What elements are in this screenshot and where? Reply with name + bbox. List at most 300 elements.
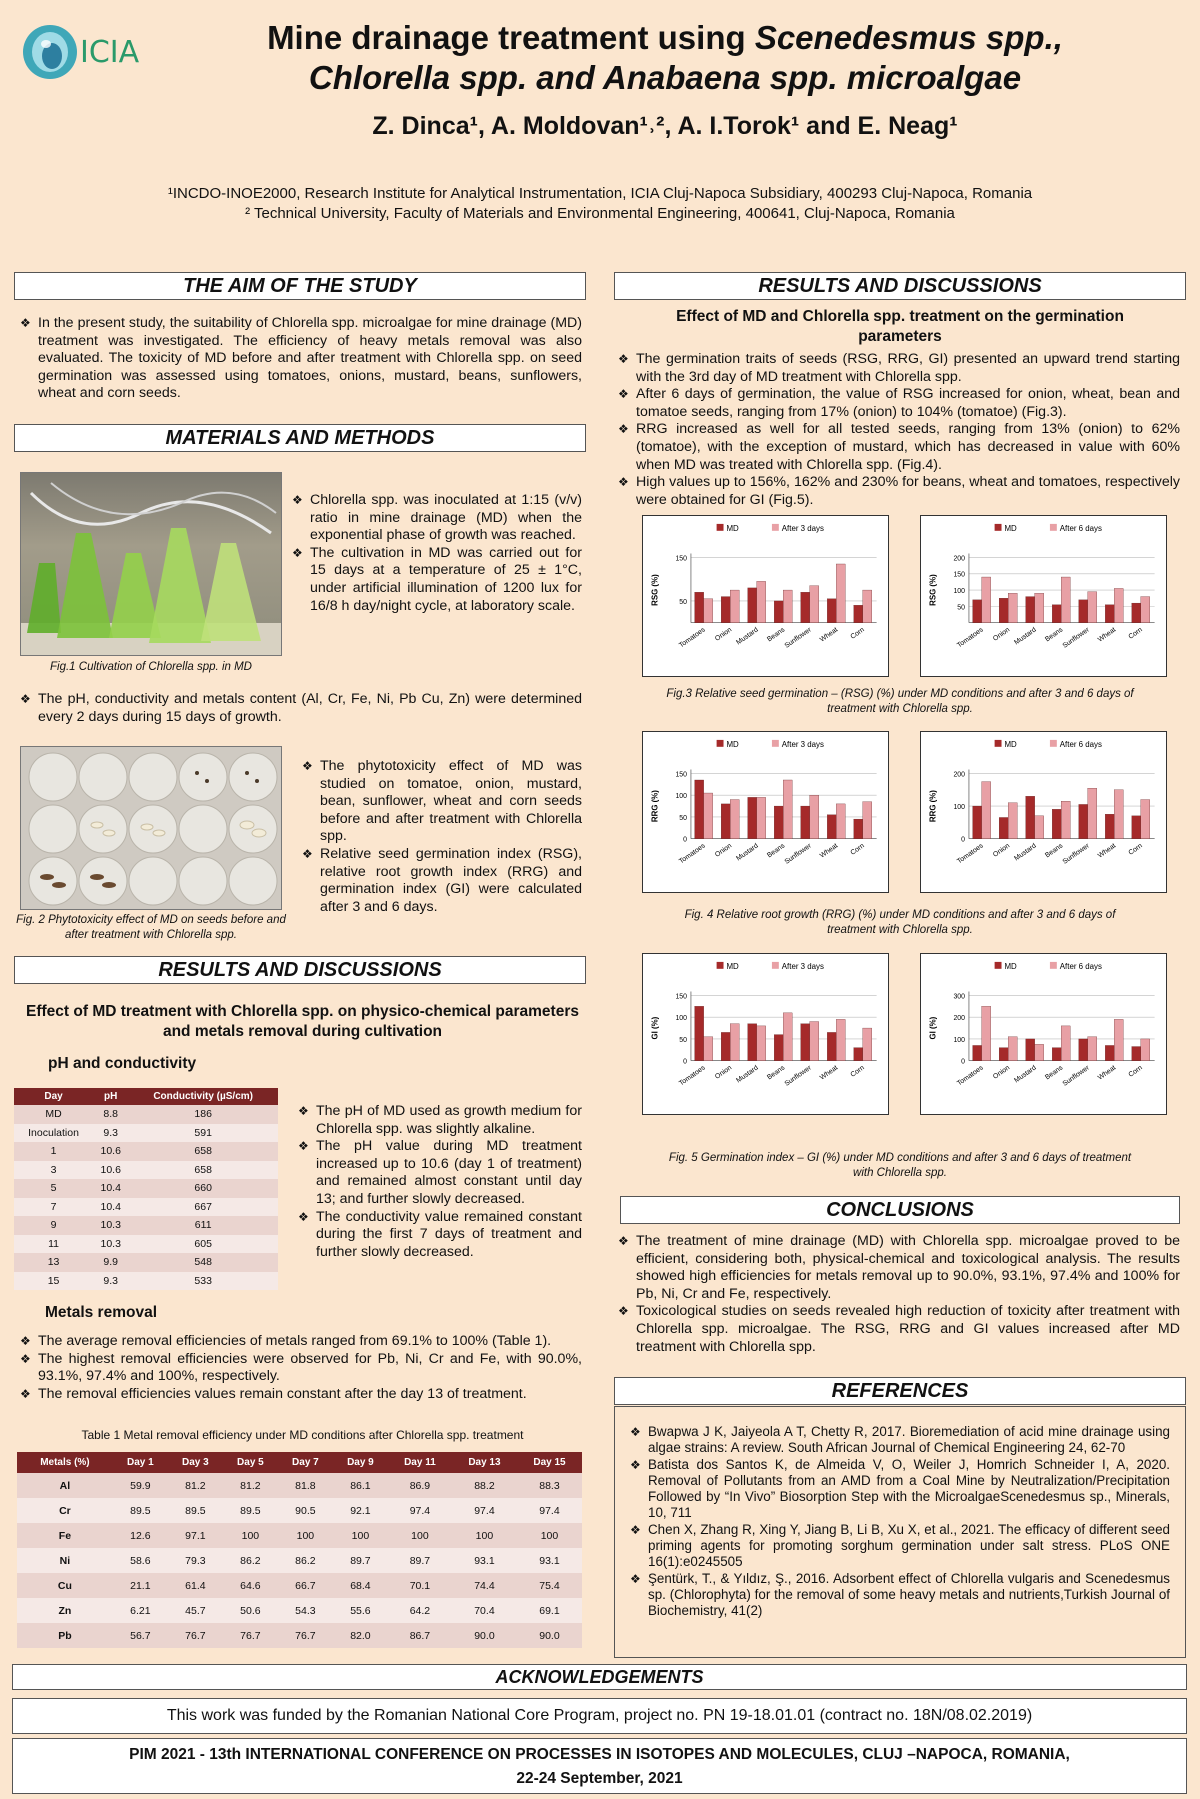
x-tick-label: Corn	[1127, 626, 1144, 641]
bar-after-6-days	[1141, 597, 1150, 623]
ph-table-row	[14, 1105, 278, 1124]
metal-table-cell: 81.8	[278, 1473, 333, 1498]
metal-table-cell: 100	[223, 1523, 278, 1548]
bar-md	[1132, 816, 1141, 839]
petri-dish-icon	[21, 747, 282, 910]
ph-table-cell: 658	[128, 1142, 278, 1161]
x-tick-label: Sunflower	[783, 842, 813, 866]
metal-table-cell: Ni	[17, 1548, 113, 1573]
x-tick-label: Corn	[849, 626, 866, 641]
ph-table-row	[14, 1272, 278, 1291]
acknowledgements-heading: ACKNOWLEDGEMENTS	[12, 1664, 1187, 1690]
x-tick-label: Mustard	[1013, 1064, 1038, 1085]
bar-md	[774, 601, 783, 623]
bar-after-3-days	[783, 1013, 792, 1061]
y-tick-label: 150	[675, 993, 687, 1001]
bar-md	[748, 1024, 757, 1061]
aim-paragraph: ❖ In the present study, the suitability of Chlorella spp. microalgae for mine drainage (MD) treatment was investigated. The efficiency of heavy metals removal was also evaluated. The toxicity of MD before and after treatment with Chlorella spp. on seed germination was assessed using tomatoes, onions, mustard, beans, sunflowers, wheat and corn seeds.	[20, 315, 582, 403]
ph-table-cell: 5	[14, 1179, 93, 1198]
x-tick-label: Onion	[714, 1064, 734, 1081]
bar-md	[774, 806, 783, 839]
metal-table-cell: 89.7	[333, 1548, 388, 1573]
conclusion-bullet-1: ❖ The treatment of mine drainage (MD) with Chlorella spp. microalgae proved to be efficient, considering both, physical-chemical and toxicological analysis. The results showed high efficiencies for metals removal up to 90.0%, 93.1%, 97.4% and 100% for Pb, Ni, Cr and Fe, respectively.	[618, 1233, 1180, 1303]
metal-table-row	[17, 1598, 582, 1623]
y-tick-label: 0	[683, 836, 687, 844]
metal-table-row	[17, 1623, 582, 1648]
y-tick-label: 100	[953, 1036, 965, 1044]
y-axis-label: RSG (%)	[650, 574, 660, 606]
metal-table-cell: 88.3	[517, 1473, 582, 1498]
x-tick-label: Sunflower	[783, 626, 813, 650]
ph-table-cell: 10.3	[93, 1216, 128, 1235]
bar-after-6-days	[1141, 1039, 1150, 1061]
bar-after-3-days	[810, 1022, 819, 1061]
bar-after-6-days	[1114, 1019, 1123, 1060]
metal-table-row	[17, 1473, 582, 1498]
bar-md	[1026, 796, 1035, 838]
metal-table-cell: 90.5	[278, 1498, 333, 1523]
logo-drop-icon	[18, 14, 158, 84]
y-tick-label: 0	[961, 1058, 965, 1066]
methods-bullet-3: ❖ The pH, conductivity and metals content (Al, Cr, Fe, Ni, Pb Cu, Zn) were determined every 2 days during 15 days of growth.	[20, 691, 582, 726]
ph-table-cell: 10.4	[93, 1179, 128, 1198]
bar-after-3-days	[863, 802, 872, 839]
x-tick-label: Wheat	[1096, 626, 1118, 644]
x-tick-label: Wheat	[1096, 1064, 1118, 1082]
metal-table-cell: 79.3	[168, 1548, 223, 1573]
x-tick-label: Wheat	[818, 626, 840, 644]
ph-table-body	[14, 1105, 278, 1290]
bar-after-3-days	[783, 780, 792, 839]
y-axis-label: GI (%)	[650, 1016, 660, 1040]
bar-md	[721, 804, 730, 839]
affiliations	[60, 184, 1140, 224]
title-part1: Mine drainage treatment using	[267, 19, 755, 56]
bar-after-3-days	[704, 1037, 713, 1061]
legend-swatch	[995, 740, 1002, 747]
metal-table-cell: 88.2	[452, 1473, 517, 1498]
fig1-caption: Fig.1 Cultivation of Chlorella spp. in MD	[50, 661, 252, 673]
bar-md	[801, 1024, 810, 1061]
metals-bullet-1: ❖ The average removal efficiencies of metals ranged from 69.1% to 100% (Table 1).	[20, 1333, 582, 1351]
metal-table-cell: Zn	[17, 1598, 113, 1623]
metal-table-header	[17, 1452, 582, 1473]
x-tick-label: Sunflower	[1061, 626, 1091, 650]
germination-bullet-4: ❖ High values up to 156%, 162% and 230% for beans, wheat and tomatoes, respectively were obtained for GI (Fig.5).	[618, 474, 1180, 509]
x-tick-label: Sunflower	[1061, 1064, 1091, 1088]
metal-table-cell: 76.7	[278, 1623, 333, 1648]
y-tick-label: 100	[675, 1015, 687, 1023]
bar-after-6-days	[1088, 1037, 1097, 1061]
bar-md	[854, 1048, 863, 1061]
metal-table-cell: 97.4	[388, 1498, 452, 1523]
bar-after-6-days	[1035, 593, 1044, 622]
ph-table-cell: 15	[14, 1272, 93, 1291]
x-tick-label: Mustard	[1013, 626, 1038, 647]
legend-label: MD	[726, 523, 739, 533]
bar-md	[721, 597, 730, 623]
bar-after-6-days	[982, 782, 991, 839]
metal-table-cell: 70.1	[388, 1573, 452, 1598]
bar-after-3-days	[810, 795, 819, 838]
bar-md	[1079, 804, 1088, 838]
methods-bullet-5: ❖ Relative seed germination index (RSG), relative root growth index (RRG) and germination index (GI) were calculated after 3 and 6 days.	[302, 846, 582, 916]
bar-after-3-days	[836, 564, 845, 623]
bar-md	[1052, 605, 1061, 623]
bar-after-3-days	[810, 586, 819, 623]
x-tick-label: Onion	[714, 842, 734, 859]
metal-table-cell: 81.2	[168, 1473, 223, 1498]
x-tick-label: Mustard	[735, 842, 760, 863]
metal-table-cell: 45.7	[168, 1598, 223, 1623]
bar-md	[999, 1048, 1008, 1061]
y-axis-label: RRG (%)	[650, 790, 660, 823]
ph-table-cell: 658	[128, 1161, 278, 1180]
legend-label: MD	[1004, 961, 1017, 971]
y-tick-label: 200	[953, 771, 965, 779]
methods-bullet-4: ❖ The phytotoxicity effect of MD was studied on tomatoe, onion, mustard, bean, sunflower, wheat and corn seeds before and after treatment with Chlorella spp.	[302, 758, 582, 846]
fig5-caption: Fig. 5 Germination index – GI (%) under MD conditions and after 3 and 6 days of treatment with Chlorella spp.	[668, 1152, 1132, 1179]
y-tick-label: 0	[683, 1058, 687, 1066]
bar-md	[973, 1045, 982, 1060]
metals-bullets	[20, 1333, 582, 1403]
bar-after-6-days	[1008, 1037, 1017, 1061]
x-tick-label: Onion	[992, 1064, 1012, 1081]
bar-md	[827, 815, 836, 839]
metals-title: Metals removal	[45, 1304, 157, 1321]
bar-after-3-days	[783, 590, 792, 623]
metal-table-cell: 92.1	[333, 1498, 388, 1523]
bar-after-3-days	[704, 793, 713, 839]
chart-gi-6days	[920, 953, 1167, 1115]
ph-table-cell: 9	[14, 1216, 93, 1235]
ph-table-cell: 1	[14, 1142, 93, 1161]
y-tick-label: 50	[679, 1036, 687, 1044]
x-tick-label: Mustard	[735, 1064, 760, 1085]
bar-after-3-days	[836, 1019, 845, 1060]
results-right-heading: RESULTS AND DISCUSSIONS	[614, 272, 1186, 300]
x-tick-label: Corn	[849, 1064, 866, 1079]
legend-label: After 3 days	[781, 739, 824, 749]
methods-bullets-2	[20, 691, 582, 726]
metal-table-cell: 100	[388, 1523, 452, 1548]
bar-md	[748, 588, 757, 623]
bar-after-6-days	[982, 577, 991, 623]
metal-table-cell: Cu	[17, 1573, 113, 1598]
x-tick-label: Beans	[766, 626, 787, 644]
bar-md	[1052, 1048, 1061, 1061]
ph-table-cell: 8.8	[93, 1105, 128, 1124]
footer-line-2: 22-24 September, 2021	[516, 1770, 683, 1787]
x-tick-label: Mustard	[1013, 842, 1038, 863]
metal-table-row	[17, 1548, 582, 1573]
seeds-photo	[20, 746, 282, 910]
metal-table-cell: 75.4	[517, 1573, 582, 1598]
x-tick-label: Onion	[992, 626, 1012, 643]
metal-table-cell: 86.2	[278, 1548, 333, 1573]
bar-md	[854, 605, 863, 622]
legend-swatch	[772, 524, 779, 531]
bar-md	[721, 1032, 730, 1060]
legend-label: MD	[726, 739, 739, 749]
bar-after-3-days	[730, 1024, 739, 1061]
bar-md	[1079, 1039, 1088, 1061]
metal-table-row	[17, 1573, 582, 1598]
metal-table-cell: 56.7	[113, 1623, 168, 1648]
ph-table-cell: 591	[128, 1124, 278, 1143]
legend-swatch	[1050, 962, 1057, 969]
bar-after-3-days	[730, 590, 739, 623]
y-tick-label: 100	[953, 804, 965, 812]
ph-bullets	[298, 1103, 582, 1261]
methods-heading: MATERIALS AND METHODS	[14, 424, 586, 452]
ph-table-cell: 10.6	[93, 1161, 128, 1180]
reference-item: ❖ Şentürk, T., & Yıldız, Ş., 2016. Adsorbent effect of Chlorella vulgaris and Scenedesmus sp. (Chlorophyta) for the removal of some heavy metals and nutrients,Turkish Journal of Biochemistry, 41(2)	[630, 1571, 1170, 1620]
bar-md	[999, 598, 1008, 622]
chart-rsg-6days	[920, 515, 1167, 677]
germination-bullets	[618, 351, 1180, 509]
metals-bullet-2: ❖ The highest removal efficiencies were observed for Pb, Ni, Cr and Fe, with 90.0%, 93.1%, 97.4% and 100%, respectively.	[20, 1351, 582, 1386]
bar-after-6-days	[982, 1006, 991, 1060]
bar-md	[1132, 603, 1141, 623]
ph-table-cell: 10.6	[93, 1142, 128, 1161]
methods-bullets-1	[292, 492, 582, 615]
flask-icon	[21, 473, 282, 656]
legend-label: After 3 days	[781, 961, 824, 971]
ph-table-cell: 9.3	[93, 1124, 128, 1143]
chart-rsg-3days	[642, 515, 889, 677]
legend-swatch	[1050, 524, 1057, 531]
bar-md	[1026, 1039, 1035, 1061]
bar-md	[1105, 814, 1114, 838]
bar-after-6-days	[1061, 1026, 1070, 1061]
metal-table-header-cell: Day 15	[517, 1452, 582, 1473]
fig2-caption: Fig. 2 Phytotoxicity effect of MD on seeds before and after treatment with Chlorella spp.	[16, 914, 286, 941]
bar-md	[999, 817, 1008, 838]
fig4-caption: Fig. 4 Relative root growth (RRG) (%) under MD conditions and after 3 and 6 days of treatment with Chlorella spp.	[684, 909, 1116, 936]
conference-footer	[12, 1738, 1187, 1794]
y-tick-label: 300	[953, 993, 965, 1001]
x-tick-label: Tomatoes	[678, 626, 707, 650]
metal-table-cell: 70.4	[452, 1598, 517, 1623]
bar-after-3-days	[730, 800, 739, 839]
bar-md	[973, 600, 982, 623]
references-heading: REFERENCES	[614, 1377, 1186, 1405]
x-tick-label: Wheat	[1096, 842, 1118, 860]
y-tick-label: 0	[961, 836, 965, 844]
references-list	[630, 1424, 1170, 1620]
ph-table-cell: 605	[128, 1235, 278, 1254]
metal-table-cell: 82.0	[333, 1623, 388, 1648]
metal-table-header-cell: Metals (%)	[17, 1452, 113, 1473]
y-tick-label: 100	[675, 793, 687, 801]
y-tick-label: 150	[953, 571, 965, 579]
bar-after-6-days	[1008, 593, 1017, 622]
bar-after-3-days	[704, 599, 713, 623]
metal-table-header-cell: Day 13	[452, 1452, 517, 1473]
bar-after-6-days	[1035, 816, 1044, 839]
ph-table-cell: 3	[14, 1161, 93, 1180]
x-tick-label: Beans	[1044, 626, 1065, 644]
ph-col-day: Day	[14, 1088, 93, 1105]
metal-table-cell: 74.4	[452, 1573, 517, 1598]
ph-table-row	[14, 1198, 278, 1217]
ph-table-row	[14, 1216, 278, 1235]
metal-table-cell: 89.5	[168, 1498, 223, 1523]
metal-table-header-cell: Day 7	[278, 1452, 333, 1473]
metal-table-cell: Pb	[17, 1623, 113, 1648]
metal-table-cell: 61.4	[168, 1573, 223, 1598]
ph-table-cell: 548	[128, 1253, 278, 1272]
ph-title: pH and conductivity	[48, 1055, 197, 1072]
x-tick-label: Wheat	[818, 842, 840, 860]
methods-bullets-3	[302, 758, 582, 916]
authors: Z. Dinca¹, A. Moldovan¹˒², A. I.Torok¹ and E. Neag¹	[372, 112, 958, 140]
germination-bullet-1: ❖ The germination traits of seeds (RSG, RRG, GI) presented an upward trend starting with the 3rd day of MD treatment with Chlorella spp.	[618, 351, 1180, 386]
x-tick-label: Mustard	[735, 626, 760, 647]
bar-after-6-days	[1114, 588, 1123, 622]
legend-label: MD	[1004, 739, 1017, 749]
germination-bullet-3: ❖ RRG increased as well for all tested seeds, ranging from 13% (onion) to 62% (tomatoe), with the exception of mustard, which has decreased in value with 60% when MD was treated with Chlorella spp. (Fig.4).	[618, 421, 1180, 474]
x-tick-label: Tomatoes	[956, 842, 985, 866]
ph-table-cell: 11	[14, 1235, 93, 1254]
reference-item: ❖ Chen X, Zhang R, Xing Y, Jiang B, Li B, Xu X, et al., 2021. The efficacy of different seed priming agents for promoting sorghum germination under salt stress. PLoS ONE 16(1):e0245505	[630, 1522, 1170, 1571]
metal-table-cell: 93.1	[452, 1548, 517, 1573]
table1-caption: Table 1 Metal removal efficiency under MD conditions after Chlorella spp. treatment	[81, 1428, 524, 1442]
ph-table-cell: 9.9	[93, 1253, 128, 1272]
bar-after-3-days	[836, 804, 845, 839]
affiliation-2: ² Technical University, Faculty of Materials and Environmental Engineering, 400641, Cluj-Napoca, Romania	[245, 205, 955, 222]
ph-table-row	[14, 1142, 278, 1161]
legend-swatch	[995, 962, 1002, 969]
ph-table-row	[14, 1179, 278, 1198]
ph-table-cell: 186	[128, 1105, 278, 1124]
x-tick-label: Onion	[714, 626, 734, 643]
ph-table-row	[14, 1161, 278, 1180]
metal-table-cell: 86.9	[388, 1473, 452, 1498]
bar-md	[774, 1035, 783, 1061]
bar-md	[827, 599, 836, 623]
x-tick-label: Onion	[992, 842, 1012, 859]
metal-table-cell: Cr	[17, 1498, 113, 1523]
x-tick-label: Beans	[1044, 1064, 1065, 1082]
legend-swatch	[772, 962, 779, 969]
x-tick-label: Tomatoes	[956, 1064, 985, 1088]
metal-table-header-cell: Day 1	[113, 1452, 168, 1473]
bar-after-6-days	[1114, 790, 1123, 839]
legend-label: After 6 days	[1059, 523, 1102, 533]
ph-table-cell: 533	[128, 1272, 278, 1291]
title-line2: Chlorella spp. and Anabaena spp. microalgae	[308, 59, 1022, 96]
legend-swatch	[1050, 740, 1057, 747]
bar-after-6-days	[1035, 1044, 1044, 1060]
ph-table-cell: 10.3	[93, 1235, 128, 1254]
y-tick-label: 50	[679, 598, 687, 606]
y-tick-label: 200	[953, 555, 965, 563]
metal-table-cell: 86.1	[333, 1473, 388, 1498]
bar-md	[695, 592, 704, 622]
x-tick-label: Tomatoes	[678, 1064, 707, 1088]
y-tick-label: 150	[675, 555, 687, 563]
legend-swatch	[717, 524, 724, 531]
metal-table-cell: 90.0	[452, 1623, 517, 1648]
metal-table-body	[17, 1473, 582, 1648]
y-tick-label: 150	[675, 771, 687, 779]
germination-bullet-2: ❖ After 6 days of germination, the value of RSG increased for onion, wheat, bean and tomatoe seeds, ranging from 17% (onion) to 104% (tomatoe) (Fig.3).	[618, 386, 1180, 421]
conclusions-heading: CONCLUSIONS	[620, 1196, 1180, 1224]
bar-md	[1105, 1045, 1114, 1060]
y-tick-label: 100	[953, 588, 965, 596]
ph-table-cell: MD	[14, 1105, 93, 1124]
x-tick-label: Corn	[1127, 842, 1144, 857]
ph-bullet-2: ❖ The pH value during MD treatment increased up to 10.6 (day 1 of treatment) and remained almost constant until day 13; and further slowly decreased.	[298, 1138, 582, 1208]
legend-label: After 6 days	[1059, 961, 1102, 971]
ph-table-header	[14, 1088, 278, 1105]
icia-logo	[18, 14, 158, 84]
metal-table-cell: 89.5	[113, 1498, 168, 1523]
bar-md	[854, 819, 863, 839]
metal-table-cell: 93.1	[517, 1548, 582, 1573]
metal-table-cell: 100	[517, 1523, 582, 1548]
results-left-subheading: Effect of MD treatment with Chlorella spp. on physico-chemical parameters and metals removal during cultivation	[26, 1003, 579, 1040]
bar-md	[695, 780, 704, 839]
fig3-caption: Fig.3 Relative seed germination – (RSG) (%) under MD conditions and after 3 and 6 days of treatment with Chlorella spp.	[666, 688, 1134, 715]
bar-after-3-days	[757, 797, 766, 838]
y-axis-label: RRG (%)	[928, 790, 938, 823]
metal-table-cell: 64.6	[223, 1573, 278, 1598]
bar-after-6-days	[1061, 801, 1070, 838]
y-axis-label: GI (%)	[928, 1016, 938, 1040]
methods-bullet-2: ❖ The cultivation in MD was carried out for 15 days at a temperature of 25 ± 1°C, under artificial illumination of 1200 lux for 16/8 h day/night cycle, at laboratory scale.	[292, 545, 582, 615]
legend-label: After 6 days	[1059, 739, 1102, 749]
x-tick-label: Sunflower	[783, 1064, 813, 1088]
metal-table-cell: 86.7	[388, 1623, 452, 1648]
ph-bullet-3: ❖ The conductivity value remained constant during the first 7 days of treatment and further slowly decreased.	[298, 1209, 582, 1262]
poster-title	[170, 18, 1160, 98]
bar-md	[748, 797, 757, 838]
chart-rrg-6days	[920, 731, 1167, 893]
metal-table-cell: Al	[17, 1473, 113, 1498]
ph-table-cell: 7	[14, 1198, 93, 1217]
metal-table-cell: 68.4	[333, 1573, 388, 1598]
ph-table-cell: 10.4	[93, 1198, 128, 1217]
metal-table-cell: 66.7	[278, 1573, 333, 1598]
ph-col-ph: pH	[93, 1088, 128, 1105]
x-tick-label: Tomatoes	[678, 842, 707, 866]
bar-after-3-days	[863, 590, 872, 623]
metal-table-cell: Fe	[17, 1523, 113, 1548]
metal-table-cell: 64.2	[388, 1598, 452, 1623]
bar-md	[1026, 597, 1035, 623]
y-tick-label: 50	[679, 814, 687, 822]
methods-bullet-1: ❖ Chlorella spp. was inoculated at 1:15 (v/v) ratio in mine drainage (MD) when the exponential phase of growth was reached.	[292, 492, 582, 545]
bar-after-6-days	[1141, 800, 1150, 839]
legend-swatch	[717, 962, 724, 969]
results-left-heading: RESULTS AND DISCUSSIONS	[14, 956, 586, 984]
metal-table-cell: 76.7	[223, 1623, 278, 1648]
metals-bullet-3: ❖ The removal efficiencies values remain constant after the day 13 of treatment.	[20, 1386, 582, 1404]
metal-table-header-cell: Day 9	[333, 1452, 388, 1473]
conclusions-bullets	[618, 1233, 1180, 1356]
ph-table-row	[14, 1235, 278, 1254]
bar-after-3-days	[757, 1026, 766, 1061]
metal-table-cell: 21.1	[113, 1573, 168, 1598]
bar-after-3-days	[863, 1028, 872, 1061]
metal-table-cell: 12.6	[113, 1523, 168, 1548]
reference-item: ❖ Batista dos Santos K, de Almeida V, O, Weiler J, Homrich Schneider I, A, 2020. Removal of Pollutants from an AMD from a Coal Mine by Neutralization/Precipitation Followed by “In Vivo” Biosorption Step with the MicroalgaeScenedesmus sp., Minerals, 10, 711	[630, 1457, 1170, 1522]
x-tick-label: Corn	[1127, 1064, 1144, 1079]
metal-table-cell: 97.4	[452, 1498, 517, 1523]
